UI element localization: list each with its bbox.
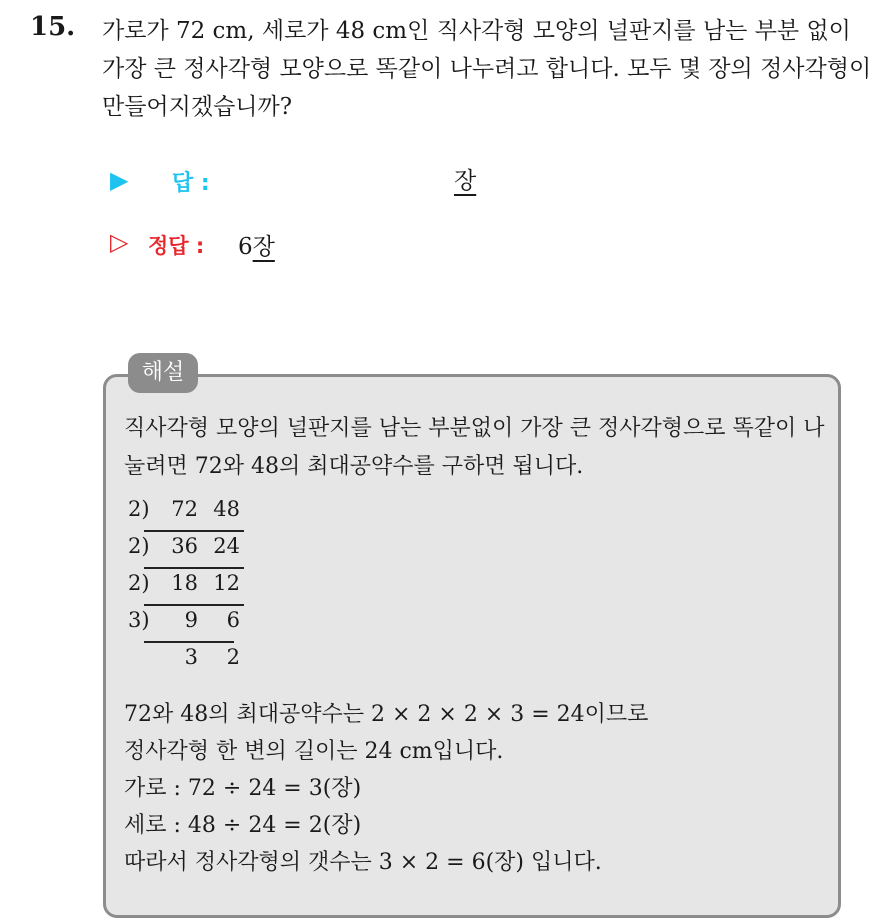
question-number: 15. xyxy=(30,12,76,42)
correct-answer-unit: 장 xyxy=(252,234,275,260)
dividend-a: 72 xyxy=(171,497,198,521)
division-line xyxy=(144,604,244,606)
division-row xyxy=(128,534,258,571)
question-text: 가로가 72 cm, 세로가 48 cm인 직사각형 모양의 널판지를 남는 부분 없이 가장 큰 정사각형 모양으로 똑같이 나누려고 합니다. 모두 몇 장의 정사각형이 만들어지겠습니까? xyxy=(102,18,872,120)
dividend-b: 48 xyxy=(213,497,240,521)
divisor: 2) xyxy=(128,534,150,558)
divisor: 3) xyxy=(128,608,150,632)
division-row xyxy=(128,497,258,534)
explanation-intro: 직사각형 모양의 널판지를 남는 부분없이 가장 큰 정사각형으로 똑같이 나눌려면 72와 48의 최대공약수를 구하면 됩니다. xyxy=(124,416,825,479)
quotient-a: 3 xyxy=(184,645,198,669)
solution-line: 가로 : 72 ÷ 24 = 3(장) xyxy=(124,776,362,801)
gcd-division-table xyxy=(128,497,258,682)
division-row xyxy=(128,571,258,608)
correct-answer-row xyxy=(110,226,510,262)
explanation-tag: 해설 xyxy=(128,353,198,393)
answer-unit: 장 xyxy=(454,168,477,194)
division-line xyxy=(144,641,234,643)
divisor: 2) xyxy=(128,571,150,595)
division-row xyxy=(128,608,258,645)
division-row xyxy=(128,645,258,682)
dividend-b: 12 xyxy=(213,571,240,595)
division-line xyxy=(144,567,244,569)
correct-answer-value: 6장 xyxy=(238,234,275,260)
outline-arrow-icon: ▷ xyxy=(110,228,129,256)
solution-line: 세로 : 48 ÷ 24 = 2(장) xyxy=(124,813,362,838)
dividend-a: 9 xyxy=(184,608,198,632)
division-line xyxy=(144,530,244,532)
divisor: 2) xyxy=(128,497,150,521)
correct-answer-label: 정답 : xyxy=(148,234,205,258)
quotient-b: 2 xyxy=(226,645,240,669)
dividend-a: 18 xyxy=(171,571,198,595)
solution-lines xyxy=(124,696,648,881)
solution-line: 정사각형 한 변의 길이는 24 cm입니다. xyxy=(124,739,504,764)
answer-row xyxy=(110,162,610,198)
dividend-a: 36 xyxy=(171,534,198,558)
answer-label: 답 : xyxy=(172,171,210,196)
solution-line: 72와 48의 최대공약수는 2 × 2 × 2 × 3 = 24이므로 xyxy=(124,702,649,727)
dividend-b: 24 xyxy=(213,534,240,558)
solution-line: 따라서 정사각형의 갯수는 3 × 2 = 6(장) 입니다. xyxy=(124,850,602,875)
dividend-b: 6 xyxy=(226,608,240,632)
play-arrow-icon: ▶ xyxy=(110,166,129,194)
